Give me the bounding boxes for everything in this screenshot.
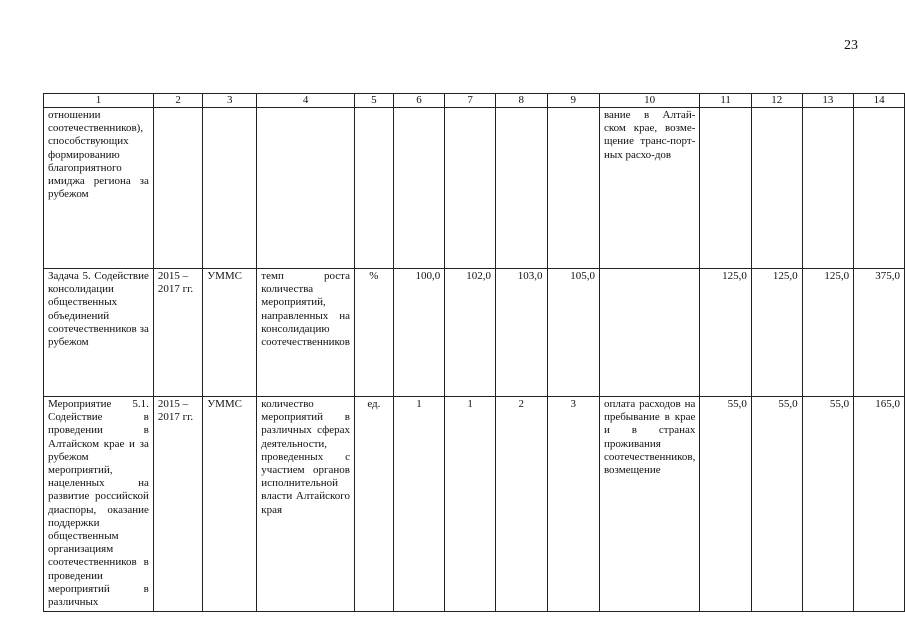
- value-cell: 100,0: [393, 269, 445, 397]
- task-description: отношении соотечественников), способствующих формированию благоприятного имиджа региона за рубежом: [44, 108, 154, 269]
- value-cell: [496, 108, 548, 269]
- value-cell: 103,0: [496, 269, 548, 397]
- page-number: 23: [844, 38, 858, 53]
- column-number: 1: [44, 94, 154, 108]
- column-number: 5: [354, 94, 393, 108]
- value-cell: [393, 108, 445, 269]
- value-cell: 102,0: [445, 269, 496, 397]
- funding-cell: [802, 108, 854, 269]
- column-number: 7: [445, 94, 496, 108]
- value-cell: 1: [445, 397, 496, 612]
- unit-cell: %: [354, 269, 393, 397]
- program-table: [43, 93, 905, 612]
- expense-direction-cell: вание в Алтай-ском крае, возме-щение транс-порт-ных расхо-дов: [599, 108, 699, 269]
- table-row: [44, 397, 905, 612]
- funding-cell: 55,0: [700, 397, 752, 612]
- column-number: 8: [496, 94, 548, 108]
- funding-cell: 55,0: [802, 397, 854, 612]
- executor-cell: УММС: [203, 397, 257, 612]
- column-number: 11: [700, 94, 752, 108]
- column-number: 2: [153, 94, 202, 108]
- funding-cell: [751, 108, 802, 269]
- period-cell: 2015 – 2017 гг.: [153, 269, 202, 397]
- unit-cell: ед.: [354, 397, 393, 612]
- value-cell: 2: [496, 397, 548, 612]
- column-number: 12: [751, 94, 802, 108]
- funding-cell: 125,0: [802, 269, 854, 397]
- unit-cell: [354, 108, 393, 269]
- column-number: 13: [802, 94, 854, 108]
- table-header-row: [44, 94, 905, 108]
- value-cell: 105,0: [547, 269, 599, 397]
- column-number: 3: [203, 94, 257, 108]
- task-description: Задача 5. Содействие консолидации общественных объединений соотечественников за рубежом: [44, 269, 154, 397]
- column-number: 9: [547, 94, 599, 108]
- funding-cell: 55,0: [751, 397, 802, 612]
- funding-total-cell: 165,0: [854, 397, 905, 612]
- column-number: 10: [599, 94, 699, 108]
- funding-cell: 125,0: [700, 269, 752, 397]
- executor-cell: УММС: [203, 269, 257, 397]
- executor-cell: [203, 108, 257, 269]
- funding-cell: [700, 108, 752, 269]
- column-number: 6: [393, 94, 445, 108]
- expense-direction-cell: [599, 269, 699, 397]
- funding-total-cell: 375,0: [854, 269, 905, 397]
- table-row: [44, 269, 905, 397]
- indicator-cell: темп роста количества мероприятий, направленных на консолидацию соотечественников: [257, 269, 355, 397]
- value-cell: 1: [393, 397, 445, 612]
- column-number: 14: [854, 94, 905, 108]
- funding-total-cell: [854, 108, 905, 269]
- column-number: 4: [257, 94, 355, 108]
- funding-cell: 125,0: [751, 269, 802, 397]
- value-cell: 3: [547, 397, 599, 612]
- table-row: [44, 108, 905, 269]
- value-cell: [445, 108, 496, 269]
- period-cell: 2015 – 2017 гг.: [153, 397, 202, 612]
- indicator-cell: количество мероприятий в различных сферах деятельности, проведенных с участием органов исполнительной власти Алтайского края: [257, 397, 355, 612]
- value-cell: [547, 108, 599, 269]
- task-description: Мероприятие 5.1. Содействие в проведении в Алтайском крае и за рубежом мероприятий, нацеленных на развитие российской диаспоры, оказание поддержки общественным организациям соотечественников в проведении мероприятий в различных: [44, 397, 154, 612]
- expense-direction-cell: оплата расходов на пребывание в крае и в странах проживания соотечественников, возмещение: [599, 397, 699, 612]
- indicator-cell: [257, 108, 355, 269]
- period-cell: [153, 108, 202, 269]
